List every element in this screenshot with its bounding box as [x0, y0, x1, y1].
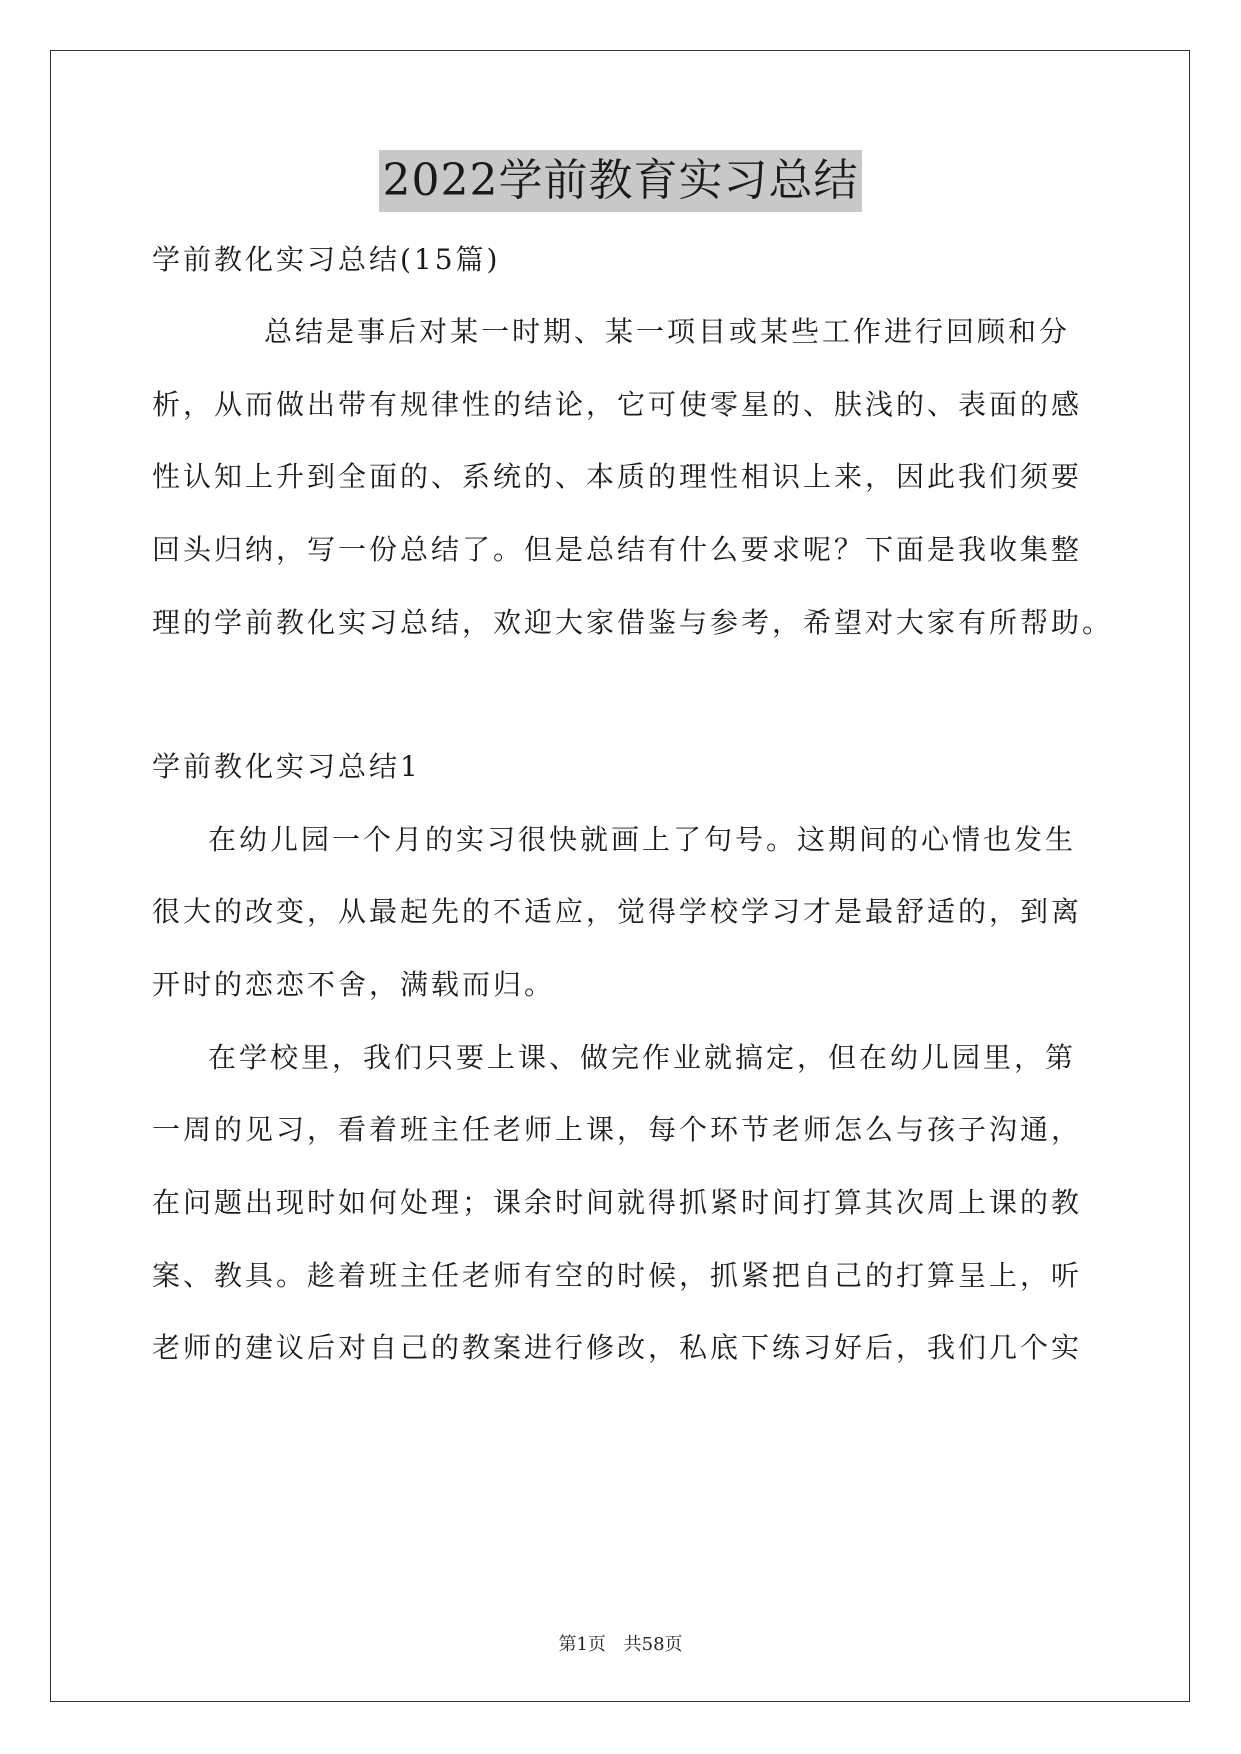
section-heading: 学前教化实习总结(15篇) [152, 243, 501, 276]
title-block [0, 150, 1241, 212]
paragraph-line: 在问题出现时如何处理；课余时间就得抓紧时间打算其次周上课的教 [152, 1186, 1083, 1219]
paragraph-line: 很大的改变，从最起先的不适应，觉得学校学习才是最舒适的，到离 [152, 895, 1083, 928]
paragraph-line: 案、教具。趁着班主任老师有空的时候，抓紧把自己的打算呈上，听 [152, 1259, 1083, 1292]
page-number: 第1页 [558, 1634, 606, 1655]
paragraph-line: 开时的恋恋不舍，满载而归。 [152, 968, 556, 1001]
paragraph-line: 理的学前教化实习总结，欢迎大家借鉴与参考，希望对大家有所帮助。 [152, 606, 1114, 639]
paragraph-line: 一周的见习，看着班主任老师上课，每个环节老师怎么与孩子沟通， [152, 1113, 1083, 1146]
paragraph-line: 性认知上升到全面的、系统的、本质的理性相识上来，因此我们须要 [152, 460, 1083, 493]
paragraph-line: 回头归纳，写一份总结了。但是总结有什么要求呢？下面是我收集整 [152, 533, 1083, 566]
paragraph-line: 总结是事后对某一时期、某一项目或某些工作进行回顾和分 [264, 315, 1071, 348]
paragraph-line: 析，从而做出带有规律性的结论，它可使零星的、肤浅的、表面的感 [152, 388, 1083, 421]
page-total: 共58页 [623, 1634, 683, 1655]
paragraph-line: 在幼儿园一个月的实习很快就画上了句号。这期间的心情也发生 [208, 823, 1077, 856]
document-title: 2022学前教育实习总结 [379, 150, 863, 212]
paragraph-line: 在学校里，我们只要上课、做完作业就搞定，但在幼儿园里，第 [208, 1041, 1077, 1074]
page-footer [0, 1630, 1241, 1656]
page-border [50, 50, 1190, 1702]
paragraph-line: 老师的建议后对自己的教案进行修改，私底下练习好后，我们几个实 [152, 1331, 1083, 1364]
section-heading: 学前教化实习总结1 [152, 750, 421, 783]
